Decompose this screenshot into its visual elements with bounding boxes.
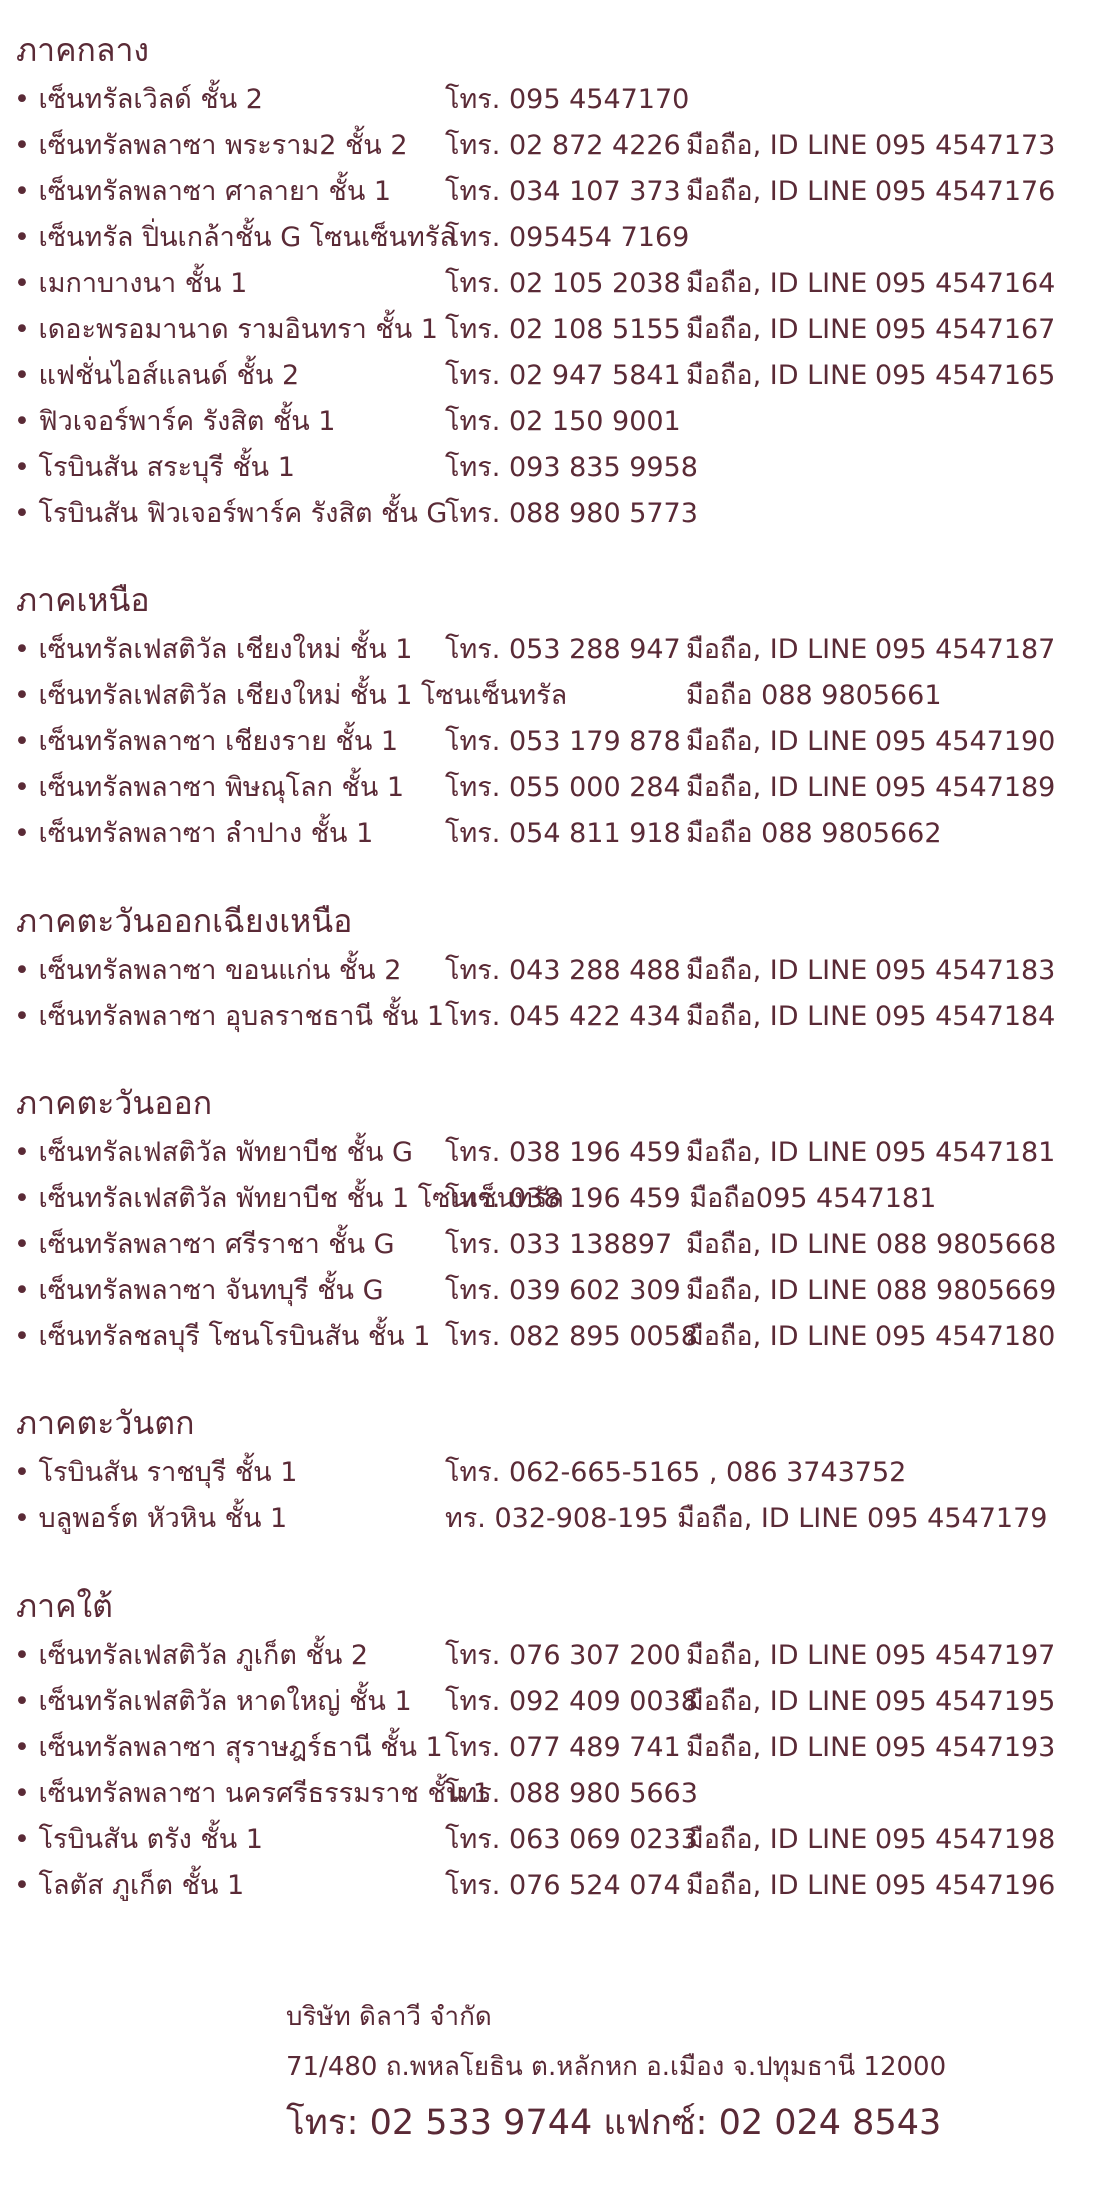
- store-name: • เซ็นทรัลเวิลด์ ชั้น 2: [14, 84, 263, 115]
- store-mobile-number: 095 4547198: [875, 1824, 1056, 1855]
- store-mobile-number: 095 4547176: [875, 176, 1056, 207]
- store-mobile-label: มือถือ, ID LINE: [686, 1824, 868, 1855]
- store-row: [14, 400, 1110, 444]
- store-phone: โทร. 076 307 200: [445, 1640, 681, 1671]
- store-row: [14, 492, 1110, 536]
- store-row: [14, 1772, 1110, 1816]
- store-mobile-label: มือถือ, ID LINE: [686, 176, 868, 207]
- store-mobile-number: 095 4547167: [875, 314, 1056, 345]
- store-name: • แฟชั่นไอส์แลนด์ ชั้น 2: [14, 360, 300, 391]
- store-mobile-label: มือถือ, ID LINE 088 9805668: [686, 1229, 1057, 1260]
- company-address: 71/480 ถ.พหลโยธิน ต.หลักหก อ.เมือง จ.ปทุมธานี 12000: [286, 2052, 947, 2082]
- section-heading-west: ภาคตะวันตก: [16, 1404, 195, 1442]
- store-mobile-label: มือถือ, ID LINE: [686, 314, 868, 345]
- company-phone: โทร: 02 533 9744 แฟกซ์: 02 024 8543: [286, 2103, 942, 2143]
- company-name: บริษัท ดิลาวี จำกัด: [286, 2002, 492, 2032]
- store-name: • เซ็นทรัลพลาซา จันทบุรี ชั้น G: [14, 1275, 384, 1306]
- section-heading-central: ภาคกลาง: [16, 31, 150, 69]
- store-name: • เซ็นทรัลเฟสติวัล พัทยาบีช ชั้น G: [14, 1137, 413, 1168]
- store-phone: โทร. 093 835 9958: [445, 452, 698, 483]
- store-phone: โทร. 092 409 0038: [445, 1686, 698, 1717]
- store-mobile-label: มือถือ, ID LINE: [686, 1001, 868, 1032]
- store-row: [14, 1680, 1110, 1724]
- store-mobile-label: มือถือ, ID LINE 088 9805669: [686, 1275, 1057, 1306]
- store-name: • เซ็นทรัลพลาซา ศาลายา ชั้น 1: [14, 176, 392, 207]
- store-mobile-number: 095 4547180: [875, 1321, 1056, 1352]
- section-heading-north: ภาคเหนือ: [16, 581, 150, 619]
- store-phone: โทร. 088 980 5663: [445, 1778, 698, 1809]
- store-name: • เซ็นทรัลชลบุรี โซนโรบินสัน ชั้น 1: [14, 1321, 431, 1352]
- store-mobile-label: มือถือ 088 9805662: [686, 818, 942, 849]
- store-row: [14, 1634, 1110, 1678]
- store-mobile-label: มือถือ, ID LINE: [686, 1686, 868, 1717]
- store-phone: โทร. 033 138897: [445, 1229, 673, 1260]
- store-mobile-number: 095 4547189: [875, 772, 1056, 803]
- store-mobile-number: 095 4547165: [875, 360, 1056, 391]
- store-row: [14, 1726, 1110, 1770]
- store-name: • เซ็นทรัลพลาซา ขอนแก่น ชั้น 2: [14, 955, 402, 986]
- store-mobile-label: มือถือ 088 9805661: [686, 680, 942, 711]
- store-name: • โรบินสัน สระบุรี ชั้น 1: [14, 452, 295, 483]
- store-phone: โทร. 076 524 074: [445, 1870, 681, 1901]
- store-mobile-label: มือถือ, ID LINE: [686, 1870, 868, 1901]
- store-name: • โลตัส ภูเก็ต ชั้น 1: [14, 1870, 245, 1901]
- store-row: [14, 216, 1110, 260]
- store-phone: โทร. 045 422 434: [445, 1001, 681, 1032]
- store-phone: โทร. 054 811 918: [445, 818, 681, 849]
- store-mobile-label: มือถือ, ID LINE: [686, 726, 868, 757]
- store-phone: โทร. 039 602 309: [445, 1275, 681, 1306]
- store-row: [14, 995, 1110, 1039]
- store-phone: ทร. 032-908-195 มือถือ, ID LINE 095 4547179: [445, 1503, 1048, 1534]
- store-mobile-label: มือถือ, ID LINE: [686, 360, 868, 391]
- store-mobile-number: 095 4547195: [875, 1686, 1056, 1717]
- store-phone: โทร. 082 895 0058: [445, 1321, 698, 1352]
- store-mobile-number: 095 4547181: [875, 1137, 1056, 1168]
- store-name: • เซ็นทรัล ปิ่นเกล้าชั้น G โซนเซ็นทรัล: [14, 222, 456, 253]
- store-mobile-number: 095 4547190: [875, 726, 1056, 757]
- store-mobile-label: มือถือ, ID LINE: [686, 955, 868, 986]
- store-phone: โทร. 02 150 9001: [445, 406, 681, 437]
- store-name: • เซ็นทรัลพลาซา พิษณุโลก ชั้น 1: [14, 772, 405, 803]
- store-mobile-number: 095 4547196: [875, 1870, 1056, 1901]
- store-name: • เซ็นทรัลเฟสติวัล เชียงใหม่ ชั้น 1 โซนเซ็นทรัล: [14, 680, 568, 711]
- store-phone: โทร. 053 288 947: [445, 634, 681, 665]
- store-row: [14, 262, 1110, 306]
- store-name: • เซ็นทรัลพลาซา พระราม2 ชั้น 2: [14, 130, 408, 161]
- store-name: • เซ็นทรัลพลาซา ลำปาง ชั้น 1: [14, 818, 374, 849]
- store-row: [14, 949, 1110, 993]
- store-mobile-number: 095 4547184: [875, 1001, 1056, 1032]
- store-phone: โทร. 034 107 373: [445, 176, 681, 207]
- store-row: [14, 1315, 1110, 1359]
- section-heading-south: ภาคใต้: [16, 1587, 113, 1625]
- store-row: [14, 1451, 1110, 1495]
- store-mobile-label: มือถือ, ID LINE: [686, 1321, 868, 1352]
- store-row: [14, 1818, 1110, 1862]
- store-name: • เซ็นทรัลพลาซา สุราษฎร์ธานี ชั้น 1: [14, 1732, 443, 1763]
- store-mobile-label: มือถือ, ID LINE: [686, 634, 868, 665]
- store-phone: โทร. 095454 7169: [445, 222, 690, 253]
- store-mobile-number: 095 4547173: [875, 130, 1056, 161]
- store-phone: โทร. 095 4547170: [445, 84, 690, 115]
- store-mobile-number: 095 4547197: [875, 1640, 1056, 1671]
- store-name: • บลูพอร์ต หัวหิน ชั้น 1: [14, 1503, 288, 1534]
- store-row: [14, 628, 1110, 672]
- store-mobile-label: มือถือ, ID LINE: [686, 1137, 868, 1168]
- store-mobile-label: มือถือ, ID LINE: [686, 1732, 868, 1763]
- section-heading-northeast: ภาคตะวันออกเฉียงเหนือ: [16, 902, 353, 940]
- store-name: • เซ็นทรัลเฟสติวัล ภูเก็ต ชั้น 2: [14, 1640, 369, 1671]
- store-phone: โทร. 038 196 459: [445, 1137, 681, 1168]
- store-row: [14, 446, 1110, 490]
- store-name: • เมกาบางนา ชั้น 1: [14, 268, 248, 299]
- store-row: [14, 720, 1110, 764]
- store-row: [14, 1131, 1110, 1175]
- store-row: [14, 1864, 1110, 1908]
- store-mobile-label: มือถือ, ID LINE: [686, 1640, 868, 1671]
- store-row: [14, 1497, 1110, 1541]
- store-row: [14, 308, 1110, 352]
- store-mobile-number: 095 4547164: [875, 268, 1056, 299]
- store-row: [14, 1177, 1110, 1221]
- store-row: [14, 1269, 1110, 1313]
- store-name: • ฟิวเจอร์พาร์ค รังสิต ชั้น 1: [14, 406, 336, 437]
- store-mobile-number: 095 4547187: [875, 634, 1056, 665]
- store-row: [14, 766, 1110, 810]
- store-phone: โทร. 043 288 488: [445, 955, 681, 986]
- store-name: • เซ็นทรัลพลาซา เชียงราย ชั้น 1: [14, 726, 399, 757]
- store-name: • เซ็นทรัลพลาซา อุบลราชธานี ชั้น 1: [14, 1001, 445, 1032]
- store-name: • เซ็นทรัลเฟสติวัล หาดใหญ่ ชั้น 1: [14, 1686, 412, 1717]
- store-row: [14, 1223, 1110, 1267]
- store-phone: โทร. 038 196 459 มือถือ095 4547181: [445, 1183, 937, 1214]
- store-name: • โรบินสัน ฟิวเจอร์พาร์ค รังสิต ชั้น G: [14, 498, 448, 529]
- store-name: • เซ็นทรัลพลาซา ศรีราชา ชั้น G: [14, 1229, 395, 1260]
- store-name: • โรบินสัน ราชบุรี ชั้น 1: [14, 1457, 298, 1488]
- store-name: • เซ็นทรัลเฟสติวัล เชียงใหม่ ชั้น 1: [14, 634, 413, 665]
- store-mobile-label: มือถือ, ID LINE: [686, 772, 868, 803]
- store-mobile-label: มือถือ, ID LINE: [686, 268, 868, 299]
- store-phone: โทร. 055 000 284: [445, 772, 681, 803]
- store-row: [14, 354, 1110, 398]
- store-name: • เซ็นทรัลเฟสติวัล พัทยาบีช ชั้น 1 โซนเซ็นทรัล: [14, 1183, 564, 1214]
- store-row: [14, 78, 1110, 122]
- store-phone: โทร. 053 179 878: [445, 726, 681, 757]
- store-phone: โทร. 02 105 2038: [445, 268, 681, 299]
- store-row: [14, 170, 1110, 214]
- store-name: • โรบินสัน ตรัง ชั้น 1: [14, 1824, 263, 1855]
- store-name: • เซ็นทรัลพลาซา นครศรีธรรมราช ชั้น 1: [14, 1778, 490, 1809]
- store-phone: โทร. 062-665-5165 , 086 3743752: [445, 1457, 907, 1488]
- store-mobile-number: 095 4547183: [875, 955, 1056, 986]
- store-phone: โทร. 02 872 4226: [445, 130, 681, 161]
- store-row: [14, 812, 1110, 856]
- store-mobile-label: มือถือ, ID LINE: [686, 130, 868, 161]
- section-heading-east: ภาคตะวันออก: [16, 1084, 213, 1122]
- store-name: • เดอะพรอมานาด รามอินทรา ชั้น 1: [14, 314, 438, 345]
- store-phone: โทร. 02 947 5841: [445, 360, 681, 391]
- store-row: [14, 674, 1110, 718]
- store-phone: โทร. 077 489 741: [445, 1732, 681, 1763]
- store-mobile-number: 095 4547193: [875, 1732, 1056, 1763]
- store-phone: โทร. 02 108 5155: [445, 314, 681, 345]
- store-phone: โทร. 063 069 0233: [445, 1824, 698, 1855]
- store-phone: โทร. 088 980 5773: [445, 498, 698, 529]
- store-row: [14, 124, 1110, 168]
